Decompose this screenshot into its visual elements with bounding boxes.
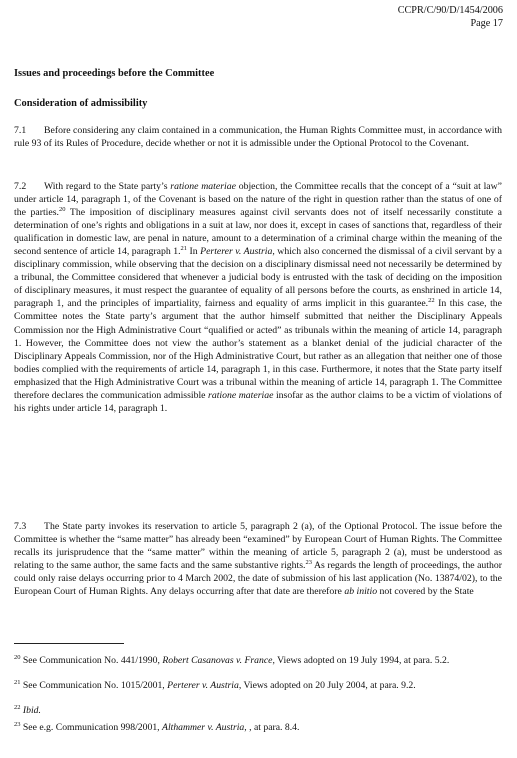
paragraph-7-1 — [14, 124, 502, 150]
case-name: Perterer v. Austria — [167, 680, 239, 691]
paragraph-7-2 — [14, 180, 502, 415]
latin-term: ab initio — [344, 586, 378, 598]
footnote-number: 20 — [14, 653, 21, 661]
footnote-21 — [14, 680, 502, 693]
paragraph-text: The State party invokes its reservation to article 5, paragraph 2 (a), of the Optional Protocol. The issue before the Committee is whether the “same matter” has already been “examined” by European Court of Human Rights. The Committee recalls its jurisprudence that the “same matter” within the meaning of article 5, paragraph 2 (a), must be understood as relating to the same author, the same facts and the same substantive rights. — [14, 521, 502, 572]
paragraph-number: 7.2 — [14, 181, 27, 192]
document-symbol: CCPR/C/90/D/1454/2006 — [397, 5, 503, 16]
paragraph-7-3 — [14, 520, 502, 598]
footnote-20 — [14, 655, 502, 668]
case-name: Robert Casanovas v. France — [162, 655, 273, 666]
footnote-text: , Views adopted on 19 July 1994, at para. 5.2. — [272, 655, 450, 666]
footnote-23 — [14, 722, 502, 735]
footnote-ref[interactable]: 22 — [428, 297, 435, 305]
footnote-text: See Communication No. 1015/2001, — [20, 680, 168, 691]
paragraph-text: With regard to the State party’s — [44, 181, 171, 192]
paragraph-text: In this case, the Committee notes the State party’s argument that the author himself submitted that neither the Disciplinary Appeals Commission nor the High Administrative Court “qualified or acted” as tribunals within the meaning of article 14, paragraph 1. However, the Committee does not view the author’s statement as a blanket denial of the judicial character of the Disciplinary Appeals Commission, nor of the High Administrative Court, but rather as an allegation that neither one of those bodies complied with the requirements of article 14, paragraph 1, in this case. Furthermore, it notes that the State party itself emphasized that the High Administrative Court was a tribunal within the meaning of article 14, paragraph 1. The Committee therefore declares the communication admissible — [14, 298, 502, 401]
paragraph-text: Before considering any claim contained in a communication, the Human Rights Committee must, in accordance with rule 93 of its Rules of Procedure, decide whether or not it is admissible under the Optional Protocol to the Covenant. — [14, 125, 502, 150]
paragraph-text: , which also concerned the dismissal of a civil servant by a disciplinary commission, while observing that the decision on a disciplinary dismissal need not necessarily be determined by a tribunal, the Committee considered that whenever a judicial body is entrusted with the task of deciding on the imposition of disciplinary measures, it must respect the guarantee of equality of all persons before the courts, as enshrined in article 14, paragraph 1, and the principles of impartiality, fairness and equality of arms implicit in this guarantee. — [14, 246, 503, 310]
footnote-number: 22 — [14, 703, 21, 711]
paragraph-text: As regards the length of proceedings, the author could only raise delays occurring prior to 4 March 2002, the date of submission of his last application (No. 13874/02), to the European Court of Human Rights. Any delays occurring after that date are therefore — [14, 560, 502, 598]
footnote-separator — [14, 643, 124, 644]
paragraph-number: 7.3 — [14, 521, 27, 532]
footnote-text: See e.g. Communication 998/2001, — [20, 722, 163, 733]
footnote-text: See Communication No. 441/1990, — [20, 655, 163, 666]
footnote-number: 23 — [14, 720, 21, 728]
footnote-22 — [14, 705, 502, 718]
paragraph-text: insofar as the author claims to be a victim of violations of his rights under article 14, paragraph 1. — [14, 389, 502, 414]
paragraph-text: The imposition of disciplinary measures against civil servants does not of itself necessarily constitute a determination of one’s rights and obligations in a suit at law, nor does it, except in cases of sanctions that, regardless of their qualification in domestic law, are penal in nature, amount to a determination of a criminal charge within the meaning of the second sentence of article 14, paragraph 1. — [14, 207, 502, 258]
paragraph-text: In — [187, 246, 201, 258]
case-name: Ibid. — [22, 705, 41, 716]
subheading: Consideration of admissibility — [14, 98, 148, 109]
paragraph-text: objection, the Committee recalls that the concept of a “suit at law” under article 14, paragraph 1, of the Covenant is based on the nature of the right in question rather than the status of one of the parties. — [14, 181, 502, 219]
page-number: Page 17 — [470, 18, 503, 29]
latin-term: ratione materiae — [170, 181, 236, 192]
footnote-text: , , at para. 8.4. — [244, 722, 300, 733]
footnote-ref[interactable]: 20 — [58, 205, 66, 213]
footnote-ref[interactable]: 23 — [305, 558, 312, 566]
case-name: Perterer v. Austria — [200, 246, 273, 258]
latin-term: ratione materiae — [208, 389, 274, 401]
footnote-text: , Views adopted on 20 July 2004, at para. 9.2. — [238, 680, 416, 691]
paragraph-text: not covered by the State — [377, 586, 474, 598]
section-heading: Issues and proceedings before the Committee — [14, 68, 215, 79]
footnote-ref[interactable]: 21 — [180, 244, 188, 252]
page-header — [398, 4, 503, 30]
footnote-number: 21 — [14, 678, 21, 686]
paragraph-number: 7.1 — [14, 125, 27, 136]
case-name: Althammer v. Austria — [162, 722, 245, 733]
